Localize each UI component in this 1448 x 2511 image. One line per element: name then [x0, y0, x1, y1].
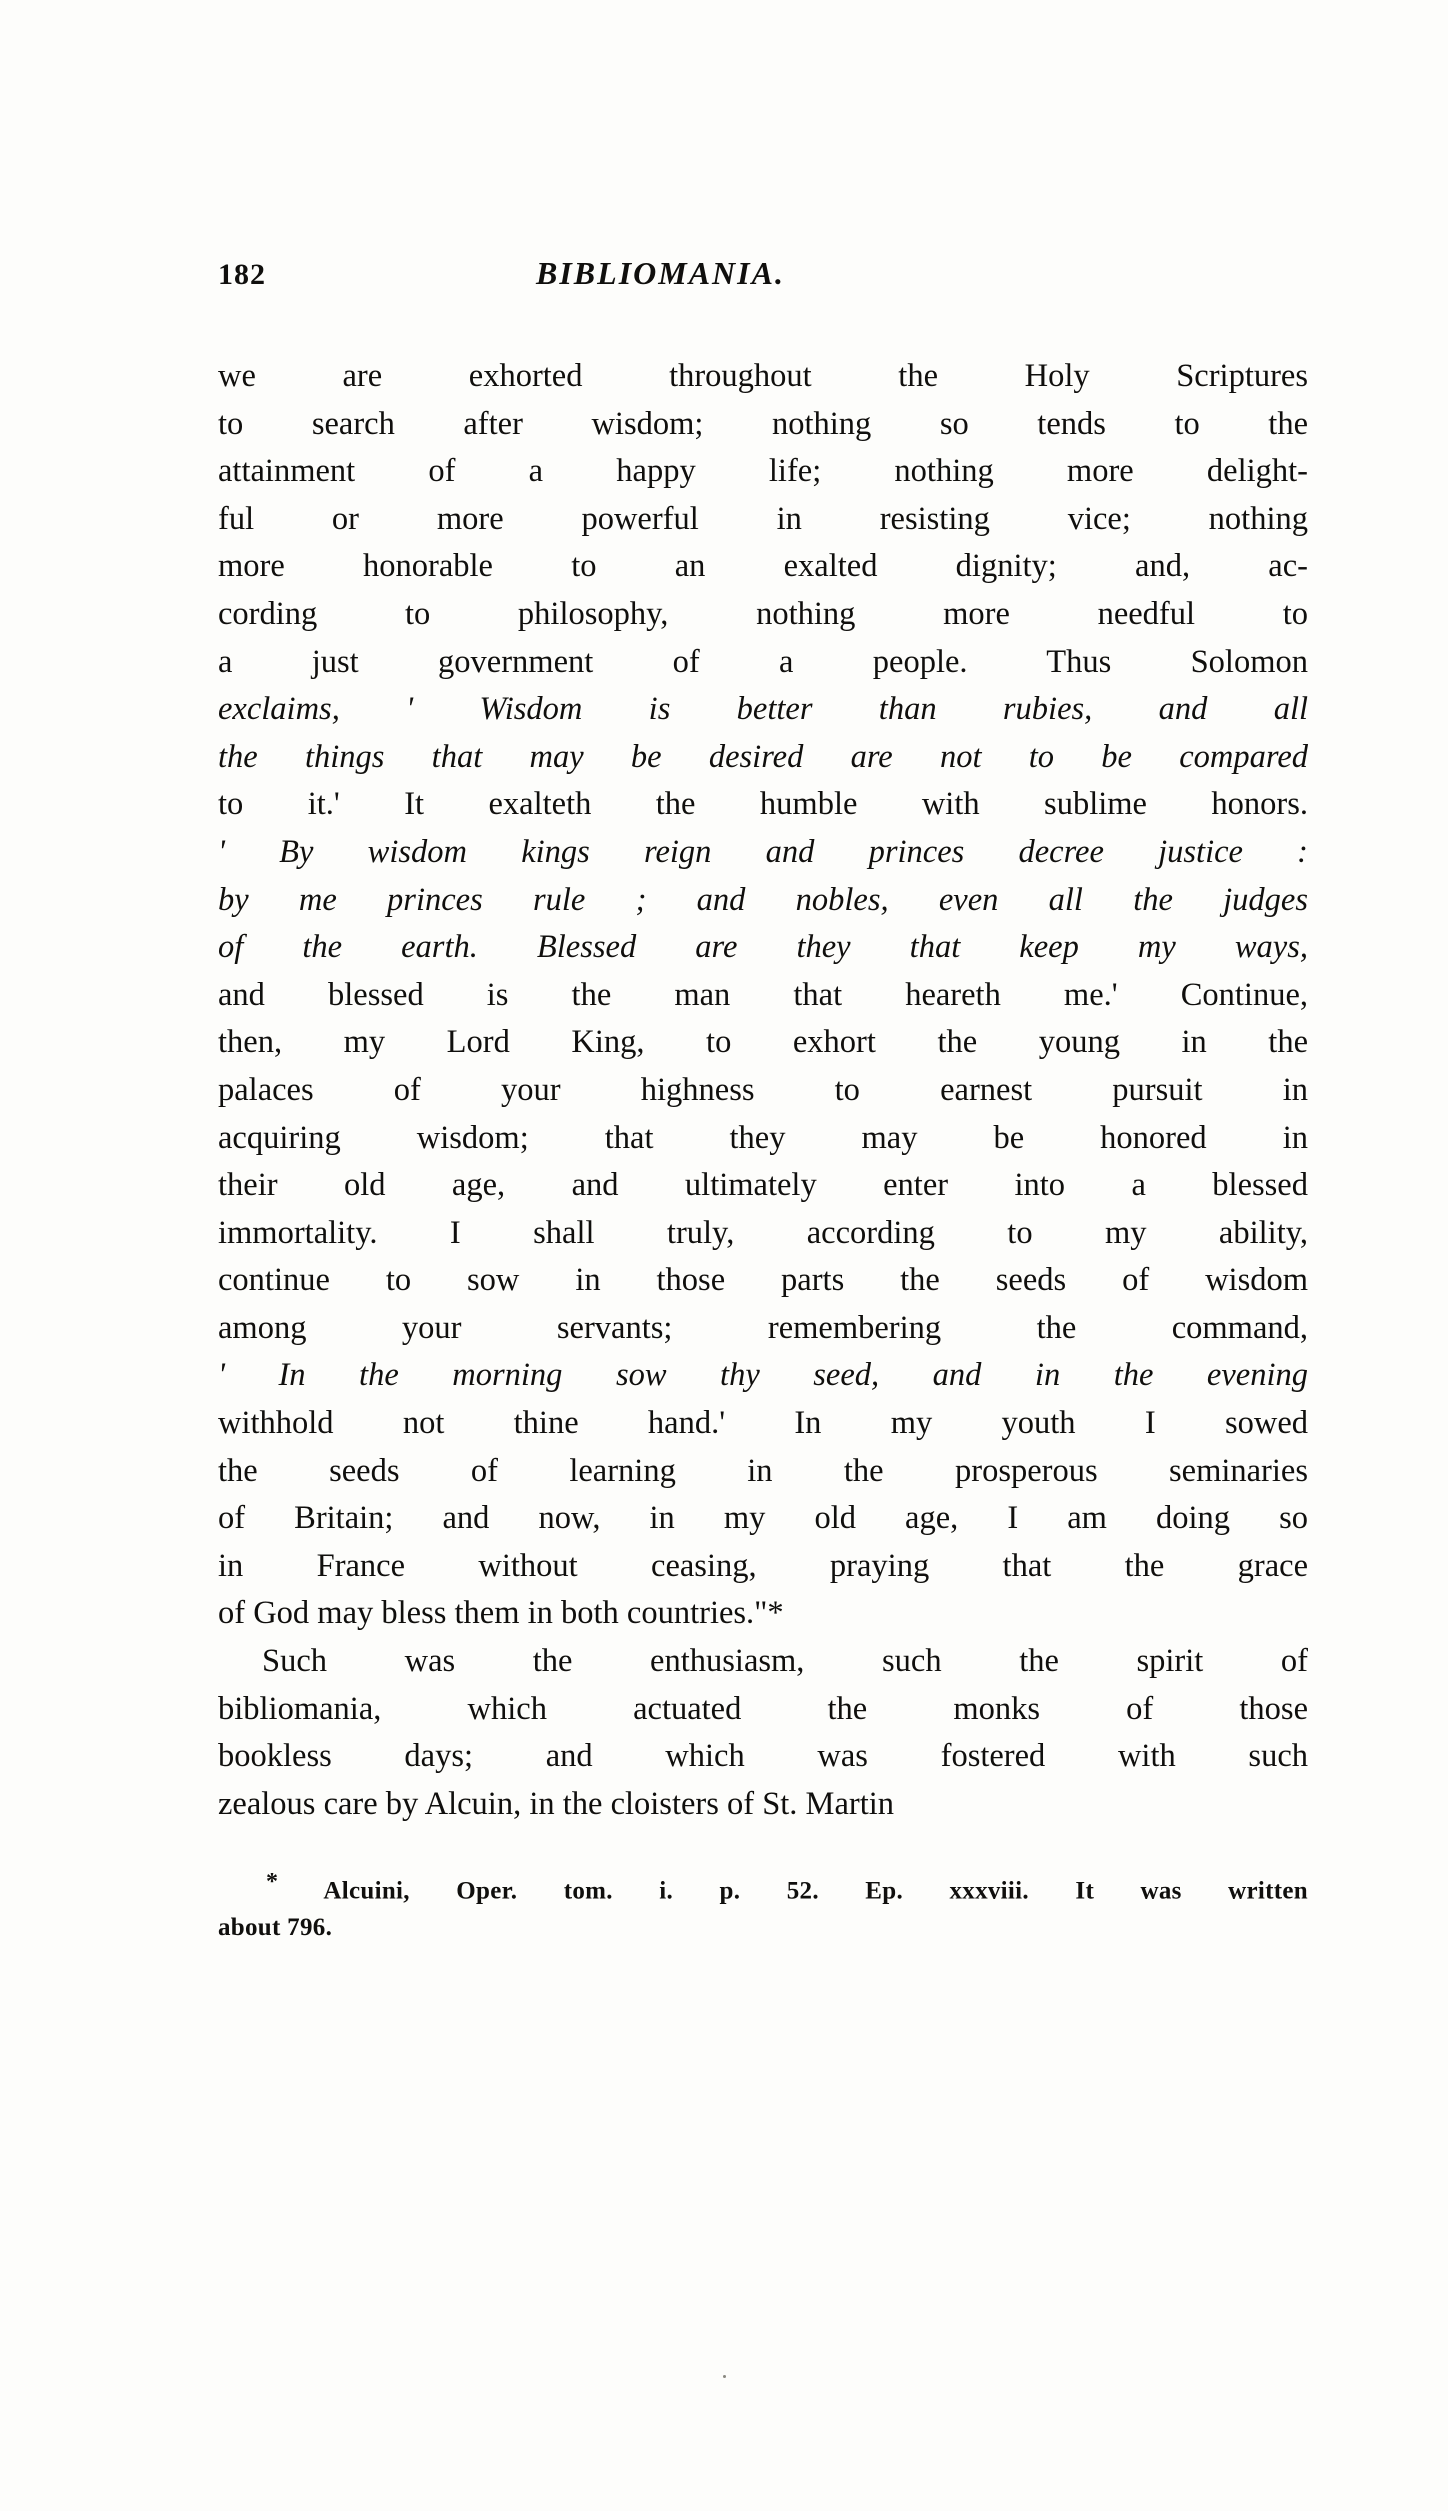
- footnote-line: about 796.: [218, 1913, 333, 1941]
- body-text: [218, 353, 1308, 1828]
- text-line: and blessed is the man that heareth me.' Continue,: [218, 976, 1308, 1013]
- text-line: ' In the morning sow thy seed, and in the evening: [218, 1357, 1308, 1394]
- text-line: among your servants; remembering the command,: [218, 1309, 1308, 1346]
- text-line: then, my Lord King, to exhort the young in the: [218, 1024, 1308, 1061]
- text-line: continue to sow in those parts the seeds of wisdom: [218, 1262, 1308, 1299]
- text-line: ' By wisdom kings reign and princes decree justice :: [218, 833, 1308, 870]
- footnote-text: Alcuini, Oper. tom. i. p. 52. Ep. xxxviii. It was written: [323, 1877, 1308, 1905]
- text-line: of God may bless them in both countries."*: [218, 1595, 784, 1632]
- text-line: acquiring wisdom; that they may be honored in: [218, 1119, 1308, 1156]
- paragraph-1: [218, 353, 1308, 1638]
- text-line: in France without ceasing, praying that the grace: [218, 1547, 1308, 1584]
- text-line: bibliomania, which actuated the monks of those: [218, 1690, 1308, 1727]
- page-header: [218, 255, 1308, 307]
- text-line: to search after wisdom; nothing so tends to the: [218, 405, 1308, 442]
- text-line: by me princes rule ; and nobles, even all the judges: [218, 881, 1308, 918]
- paragraph-2: [218, 1638, 1308, 1828]
- footnote-separator: [218, 1828, 1308, 1864]
- text-line: attainment of a happy life; nothing more delight-: [218, 453, 1308, 490]
- text-line: of Britain; and now, in my old age, I am doing so: [218, 1500, 1308, 1537]
- text-line: of the earth. Blessed are they that keep my ways,: [218, 929, 1308, 966]
- text-line: cording to philosophy, nothing more needful to: [218, 595, 1308, 632]
- text-line: zealous care by Alcuin, in the cloisters of St. Martin: [218, 1785, 895, 1822]
- text-line: we are exhorted throughout the Holy Scriptures: [218, 358, 1308, 394]
- footnote-line: [218, 1864, 1308, 1909]
- text-line: immortality. I shall truly, according to my ability,: [218, 1214, 1308, 1251]
- text-line: the seeds of learning in the prosperous seminaries: [218, 1452, 1308, 1489]
- text-line: a just government of a people. Thus Solomon: [218, 643, 1308, 680]
- running-head: BIBLIOMANIA.: [536, 255, 785, 291]
- page-number: 182: [218, 258, 266, 291]
- footnote-marker: *: [266, 1869, 279, 1896]
- text-line: palaces of your highness to earnest pursuit in: [218, 1071, 1308, 1108]
- text-line: to it.' It exalteth the humble with sublime honors.: [218, 786, 1308, 823]
- text-line: ful or more powerful in resisting vice; nothing: [218, 500, 1308, 537]
- text-line: bookless days; and which was fostered with such: [218, 1738, 1308, 1775]
- text-line: the things that may be desired are not to be compared: [218, 738, 1308, 775]
- text-line: withhold not thine hand.' In my youth I sowed: [218, 1405, 1308, 1442]
- footnote: [218, 1864, 1308, 1945]
- page-speck: [723, 2375, 726, 2378]
- text-line: exclaims, ' Wisdom is better than rubies, and all: [218, 691, 1308, 728]
- text-line: their old age, and ultimately enter into a blessed: [218, 1167, 1308, 1204]
- text-line: Such was the enthusiasm, such the spirit of: [262, 1643, 1308, 1680]
- page-content: [218, 255, 1308, 1946]
- text-line: more honorable to an exalted dignity; and, ac-: [218, 548, 1308, 585]
